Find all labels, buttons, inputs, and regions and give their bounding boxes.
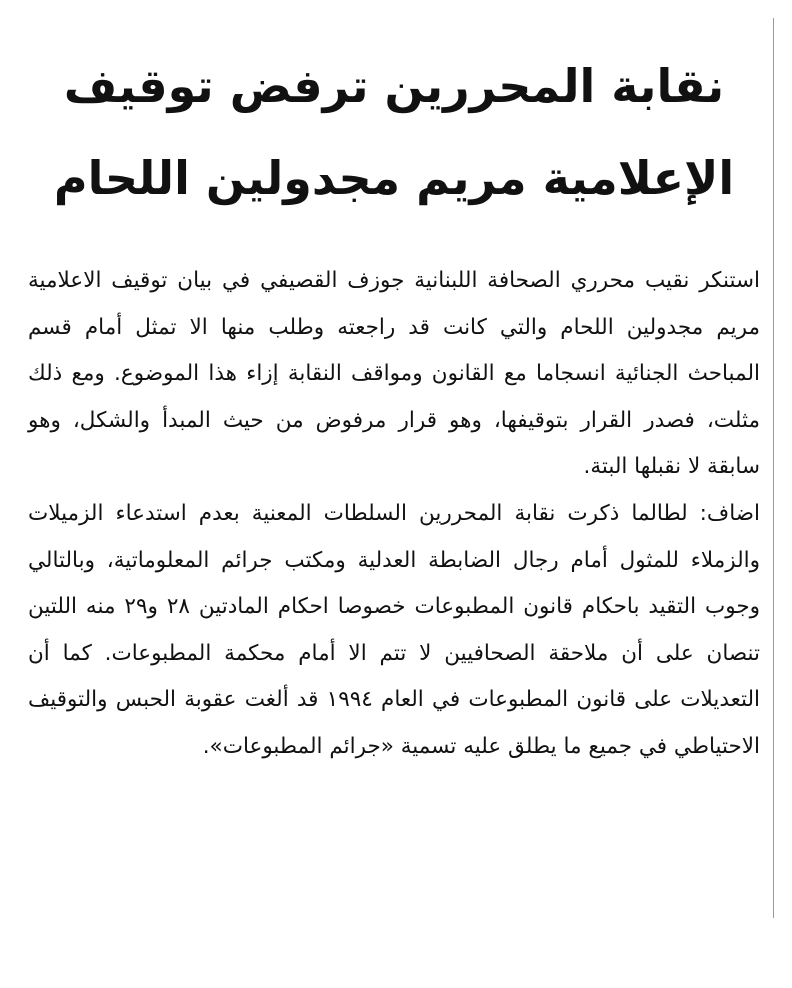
- headline-line-1: نقابة المحررين ترفض توقيف: [63, 59, 725, 113]
- article-body: [28, 258, 760, 771]
- headline-line-2: الإعلامية مريم مجدولين اللحام: [53, 151, 735, 205]
- article-headline: [28, 40, 760, 224]
- column-divider: [773, 18, 774, 918]
- news-article: [28, 40, 760, 940]
- paragraph-2: اضاف: لطالما ذكرت نقابة المحررين السلطات المعنية بعدم استدعاء الزميلات والزملاء للمثول أمام رجال الضابطة العدلية ومكتب جرائم المعلوماتية، وبالتالي وجوب التقيد باحكام قانون المطبوعات خصوصا احكام المادتين ٢٨ و٢٩ منه اللتين تنصان على أن ملاحقة الصحافيين لا تتم الا أمام محكمة المطبوعات. كما أن التعديلات على قانون المطبوعات في العام ١٩٩٤ قد ألغت عقوبة الحبس والتوقيف الاحتياطي في جميع ما يطلق عليه تسمية «جرائم المطبوعات».: [28, 500, 760, 759]
- paragraph-1: استنكر نقيب محرري الصحافة اللبنانية جوزف القصيفي في بيان توقيف الاعلامية مريم مجدولين اللحام والتي كانت قد راجعته وطلب منها الا تمثل أمام قسم المباحث الجنائية انسجاما مع القانون ومواقف النقابة إزاء هذا الموضوع. ومع ذلك مثلت، فصدر القرار بتوقيفها، وهو قرار مرفوض من حيث المبدأ والشكل، وهو سابقة لا نقبلها البتة.: [28, 268, 760, 480]
